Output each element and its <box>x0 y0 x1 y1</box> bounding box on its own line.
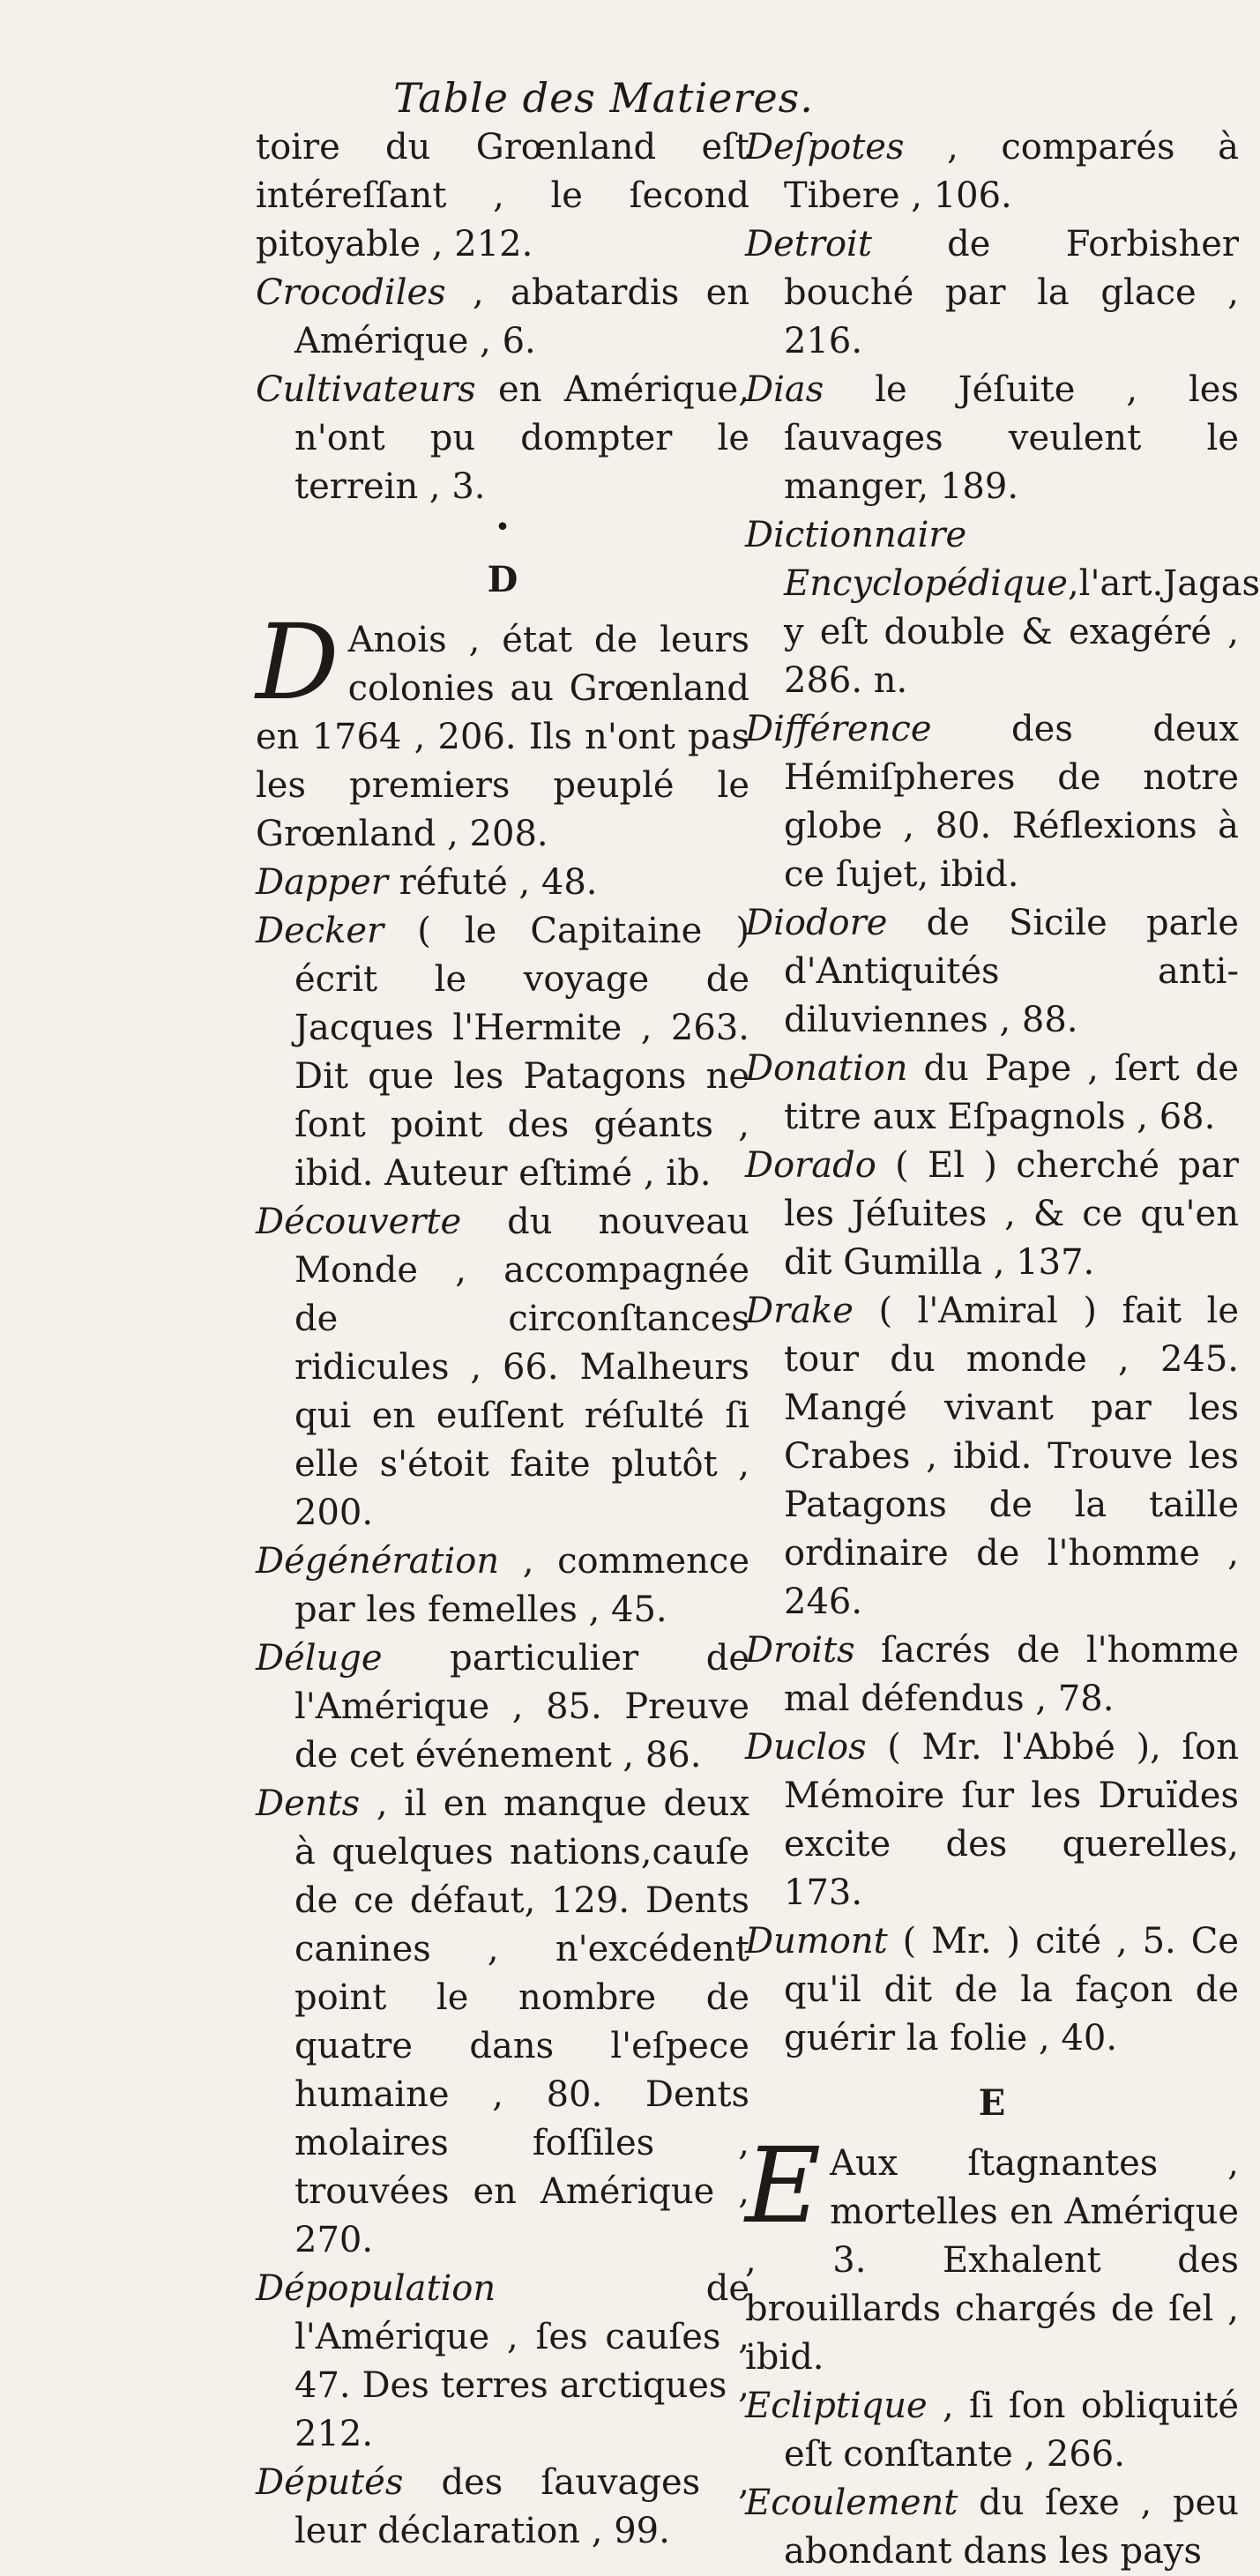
index-entry <box>256 1780 749 2265</box>
ornament-dot: • <box>495 512 511 543</box>
index-entry <box>745 1917 1239 2063</box>
headword: Aux <box>830 2143 898 2184</box>
index-entry <box>745 2382 1239 2479</box>
page-header: Table des Matieres. <box>393 74 814 122</box>
headword: Decker <box>256 911 384 951</box>
index-entry <box>745 1287 1239 1627</box>
index-entry <box>745 2479 1239 2576</box>
headword: Detroit <box>745 224 872 264</box>
entry-text: , état de leurs colonies au Grœnland en 1764 , 206. Ils n'ont pas les premiers peuplé le Grœnland , 208. <box>256 620 749 854</box>
section-letter-d: D <box>487 559 518 600</box>
entry-text: ſacrés de l'homme mal défendus , 78. <box>784 1630 1239 1719</box>
index-entry <box>745 1724 1239 1917</box>
entry-text: ( l'Amiral ) fait le tour du monde , 245. Mangé vivant par les Crabes , ibid. Trouve les Patagons de la taille ordinaire de l'homme , 246. <box>784 1291 1239 1622</box>
entry-text: ( le Capitaine ) écrit le voyage de Jacques l'Hermite , 263. Dit que les Patagons ne ſont point des géants , ibid. Auteur eſtimé , ib. <box>294 911 749 1194</box>
index-entry <box>745 1142 1239 1287</box>
headword: Duclos <box>745 1727 867 1768</box>
index-entry <box>745 123 1239 220</box>
headword: Dépopulation <box>256 2268 496 2309</box>
headword: Dégénération <box>256 1541 500 1582</box>
index-entry <box>256 2265 749 2459</box>
entry-text: , commence par les femelles , 45. <box>294 1541 749 1630</box>
headword: Ecliptique <box>745 2386 928 2426</box>
index-entry <box>256 269 749 366</box>
entry-text: des ſauvages , leur déclaration , 99. <box>294 2462 749 2551</box>
entry-text: en Amérique, n'ont pu dompter le terrein , 3. <box>294 369 749 507</box>
entry-text: particulier de l'Amérique , 85. Preuve de cet événement , 86. <box>294 1638 749 1776</box>
headword: Dumont <box>745 1921 888 1962</box>
headword: Députés <box>256 2462 404 2503</box>
headword: Dents <box>256 1783 361 1824</box>
right-column <box>745 123 1260 2576</box>
entry-text: , ſi ſon obliquité eſt conſtante , 266. <box>784 2386 1239 2475</box>
entry-text: , il en manque deux à quelques nations,cauſe de ce défaut, 129. Dents canines , n'excédent point le nombre de quatre dans l'eſpece humaine , 80. Dents molaires foſſiles , trouvées en Amérique , 270. <box>294 1783 749 2260</box>
headword: Différence <box>745 709 932 749</box>
index-entry <box>745 1045 1239 1142</box>
entry-text: le Jéſuite , les ſauvages veulent le manger, 189. <box>784 369 1239 507</box>
entry-text: de Sicile parle d'Antiquités anti-diluviennes , 88. <box>784 903 1239 1040</box>
headword: Dorado <box>745 1145 876 1186</box>
entry-text: de Forbisher bouché par la glace , 216. <box>784 224 1239 361</box>
continued-entry: toire du Grœnland eſt intéreſſant , le ſecond pitoyable , 212. <box>256 127 749 264</box>
index-entry <box>745 220 1239 366</box>
index-entry <box>256 907 749 1198</box>
entry-text: ( El ) cherché par les Jéſuites , & ce qu'en dit Gumilla , 137. <box>784 1145 1239 1283</box>
entry-text: ( Mr. ) cité , 5. Ce qu'il dit de la façon de guérir la folie , 40. <box>784 1921 1239 2059</box>
section-letter-e: E <box>978 2082 1006 2124</box>
headword: Découverte <box>256 1202 462 1242</box>
index-entry <box>256 859 749 907</box>
index-entry <box>256 1634 749 1780</box>
entry-text: ,l'art.Jagas y eſt double & exagéré , 286. n. <box>784 563 1260 701</box>
index-entry <box>256 1537 749 1634</box>
entry-text: des deux Hémiſpheres de notre globe , 80. Réflexions à ce ſujet, ibid. <box>784 709 1239 895</box>
headword: Dapper <box>256 862 388 903</box>
entry-text: du ſexe , peu abondant dans les pays <box>784 2483 1239 2572</box>
headword: Anois <box>347 620 447 660</box>
index-entry <box>745 511 1260 705</box>
index-entry <box>745 1627 1239 1724</box>
headword: Diodore <box>745 903 888 943</box>
headword: Donation <box>745 1048 908 1089</box>
entry-text: , abatardis en Amérique , 6. <box>294 272 749 361</box>
dropcap-entry <box>256 601 749 859</box>
index-entry <box>745 705 1239 899</box>
entry-text: réfuté , 48. <box>387 862 598 903</box>
index-entry <box>745 366 1239 511</box>
index-entry <box>256 366 749 511</box>
headword: Cultivateurs <box>256 369 476 410</box>
entry-text: de l'Amérique , ſes cauſes , 47. Des terres arctiques , 212. <box>294 2268 749 2454</box>
dropcap-entry <box>745 2125 1239 2382</box>
index-entry <box>256 1198 749 1537</box>
entry-text: du Pape , ſert de titre aux Eſpagnols , 68. <box>784 1048 1239 1137</box>
entry-text: ſtagnantes , mortelles en Amérique , 3. Exhalent des brouillards chargés de ſel , ibid. <box>745 2143 1239 2378</box>
entry-text: , comparés à Tibere , 106. <box>784 127 1239 216</box>
dropcap-letter: E <box>745 2125 822 2246</box>
headword: Dictionnaire Encyclopédique <box>745 515 1068 604</box>
dropcap-letter: D <box>256 601 339 723</box>
headword: Déluge <box>256 1638 383 1679</box>
headword: Dias <box>745 369 824 410</box>
headword: Deſpotes <box>745 127 905 168</box>
headword: Ecoulement <box>745 2483 958 2523</box>
headword: Droits <box>745 1630 855 1671</box>
entry-text: ( Mr. l'Abbé ), ſon Mémoire ſur les Druïdes excite des querelles, 173. <box>784 1727 1239 1913</box>
entry-text: du nouveau Monde , accompagnée de circonſtances ridicules , 66. Malheurs qui en euſſent réſulté ſi elle s'étoit faite plutôt , 200. <box>294 1202 749 1533</box>
headword: Drake <box>745 1291 854 1331</box>
left-column <box>256 123 749 2556</box>
headword: Crocodiles <box>256 272 446 313</box>
index-entry <box>745 899 1239 1045</box>
index-entry <box>256 2459 749 2556</box>
